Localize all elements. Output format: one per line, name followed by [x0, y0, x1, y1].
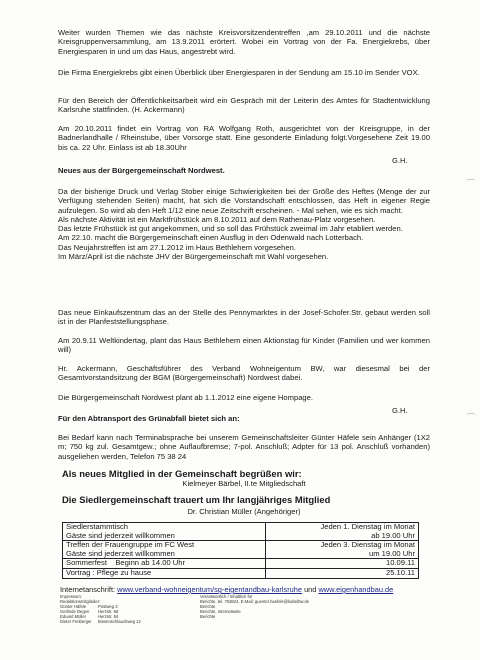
schedule-event-cell: Treffen der Frauengruppe im FC West Gäste sind jederzeit willkommen — [63, 541, 266, 559]
impressum-responsibilities — [200, 594, 309, 619]
schedule-table — [62, 522, 419, 579]
new-member-name: Kielmeyer Bärbel, II.te Mitgliedschaft — [182, 479, 306, 488]
internet-label: Internetanschrift: — [60, 585, 116, 594]
impressum-name: Gerlinde Degen — [60, 609, 90, 614]
impressum-address: Binsenschlauchweg 12 — [98, 619, 141, 624]
impressum-name: Günter Häfele — [60, 604, 87, 609]
paragraph-hompage: Die Bürgergemeinschaft Nordwest plant ab 1.1.2012 eine eigene Hompage. — [58, 393, 313, 402]
impressum-responsibility: Berichte, tel. 753824, E-Mail: guenter.haefele@kabelbw.de — [200, 599, 310, 604]
heading-trauer: Die Siedlergemeinschaft trauert um Ihr langjähriges Mitglied — [62, 494, 331, 505]
impressum-name: Dieter Freiberger — [60, 619, 92, 624]
impressum-responsibility: Berichte, Internetseite — [200, 609, 241, 614]
schedule-date-cell: 10.09.11 — [266, 559, 419, 569]
impressum-responsibility-head: Verantwortlich / Inhaltlich für — [200, 594, 253, 599]
schedule-date-cell: Jeden 1. Dienstag im Monat ab 19.00 Uhr — [266, 523, 419, 541]
impressum-responsibility: Berichte — [200, 604, 216, 609]
paragraph-abtransport: Bei Bedarf kann nach Terminabsprache bei unserem Gemeinschaftsleiter Günter Häfele sein Anhänger (1X2 m; 750 kg zul. Gesamtgew.; ohne Auflaufbremse; 7-pol. Anschluß; Adpter für 13 pol. Anschluß vorhanden) ausgeliehen werden, Telefon 75 38 24 — [58, 433, 430, 461]
table-row — [63, 568, 419, 578]
internet-und: und — [304, 585, 317, 594]
paragraph-einkaufszentrum: Das neue Einkaufszentrum das an der Stelle des Pennymarktes in der Josef-Schofer.Str. gebaut werden soll ist in der Planfeststellungsphase. — [58, 308, 430, 327]
impressum-name: Eduard Müller — [60, 614, 87, 619]
signature-gh-2: G.H. — [392, 406, 408, 415]
paragraph-nordwest-heft: Da der bisherige Druck und Verlag Stober einige Schwierigkeiten bei der Größe des Heftes (Menge der zur Verfügung stehenden Seiten) macht, hat sich die Vorstandschaft entschlossen, das Heft in eigener Regie aufzulegen. So wird ab den Heft 1/12 eine neue Zeitschrift erscheinen. - Mal sehen, wie es sich macht. Als nächste Aktivität ist ein Marktfrühstück am 8.10.2011 auf dem Rathenau-Platz vorgesehen. Das letzte Frühstück ist gut angekommen, und so soll das Frühstück zweimal im Jahr etabliert werden. Am 22.10. macht die Bürgergemeinschaft einen Ausflug in den Odenwald nach Lotterbach. Das Neujahrstreffen ist am 27.1.2012 im Haus Bethlehem vorgesehen. Im März/April ist die nächste JHV der Bürgergemeinschaft mit Wahl vorgesehen. — [58, 187, 430, 262]
scan-margin-mark: ⌒ — [466, 180, 476, 191]
heading-abtransport: Für den Abtransport des Grünabfall bietet sich an: — [58, 414, 240, 423]
schedule-event-cell: Siedlerstammtisch Gäste sind jederzeit willkommen — [63, 523, 266, 541]
impressum-addresses — [98, 604, 141, 624]
paragraph-oeffentlichkeitsarbeit: Für den Bereich der Öffentlichkeitsarbeit wird ein Gespräch mit der Leiterin des Amtes für Stadtentwicklung Karlsruhe stattfinden. (H. Ackermann) — [58, 96, 430, 115]
schedule-event-cell: Vortrag : Pflege zu hause — [63, 568, 266, 578]
heading-neues-mitglied: Als neues Mitglied in der Gemeinschaft begrüßen wir: — [62, 468, 302, 479]
internet-address-line — [60, 585, 432, 594]
paragraph-vortrag-roth: Am 20.10.2011 findet ein Vortrag von RA Wolfgang Roth, ausgerichtet von der Kreisgruppe, in der Badnerlandhalle / Rheinstube, über Vorsorge statt. Eine gesonderte Einladung folgt.Vorgesehene Zeit 19.00 bis ca. 22 Uhr. Einlass ist ab 18.30Uhr — [58, 124, 430, 152]
internet-link-eigenhandbau[interactable]: www.eigenhandbau.de — [318, 585, 394, 594]
impressum-responsibility: Berichte — [200, 614, 216, 619]
deceased-member-name: Dr. Christian Müller (Angehöriger) — [187, 507, 301, 516]
schedule-date-cell: 25.10.11 — [266, 568, 419, 578]
impressum-title: Impressum: — [60, 594, 82, 599]
paragraph-kreisgruppe: Weiter wurden Themen wie das nächste Kreisvorsitzendentreffen ,am 29.10.2011 und die nächste Kreisgruppenversammlung, am 13.9.2011 erörtert. Wobei ein Vortrag von der Fa. Energiekrebs, über Energiesparen in und um das Haus, angestrebt wird. — [58, 28, 430, 56]
impressum-subtitle: Redaktionsmitglieder: — [60, 599, 101, 604]
impressum — [60, 594, 310, 624]
paragraph-ackermann: Hr. Ackermann, Geschäftsführer des Verband Wohneigentum BW, war diesesmal bei der Gesamtvorstandsitzung der BGM (Bürgergemeinschaft) Nordwest dabei. — [58, 364, 430, 383]
table-row — [63, 523, 419, 541]
scan-margin-mark: ⌒ — [466, 414, 476, 425]
impressum-names — [60, 604, 92, 624]
schedule-event-cell: Sommerfest Beginn ab 14.00 Uhr — [63, 559, 266, 569]
impressum-address: Herzstr. 66 — [98, 609, 119, 614]
paragraph-energiekrebs: Die Firma Energiekrebs gibt einen Überblick über Energiesparen in der Sendung am 15.10 im Sender VOX. — [58, 68, 420, 77]
impressum-address: Postweg 3 — [98, 604, 118, 609]
paragraph-weltkindertag: Am 20.9.11 Weltkindertag, plant das Haus Bethlehem einen Aktionstag für Kinder (Familien und wer kommen will) — [58, 336, 430, 355]
table-row — [63, 541, 419, 559]
impressum-address: Herzstr. 54 — [98, 614, 119, 619]
internet-link-verband[interactable]: www.verband-wohneigentum/sg-eigentandbau-karlsruhe — [117, 585, 302, 594]
schedule-date-cell: Jeden 3. Dienstag im Monat um 19.00 Uhr — [266, 541, 419, 559]
heading-nordwest: Neues aus der Bürgergemeinschaft Nordwest. — [58, 166, 225, 175]
signature-gh-1: G.H. — [392, 156, 408, 165]
